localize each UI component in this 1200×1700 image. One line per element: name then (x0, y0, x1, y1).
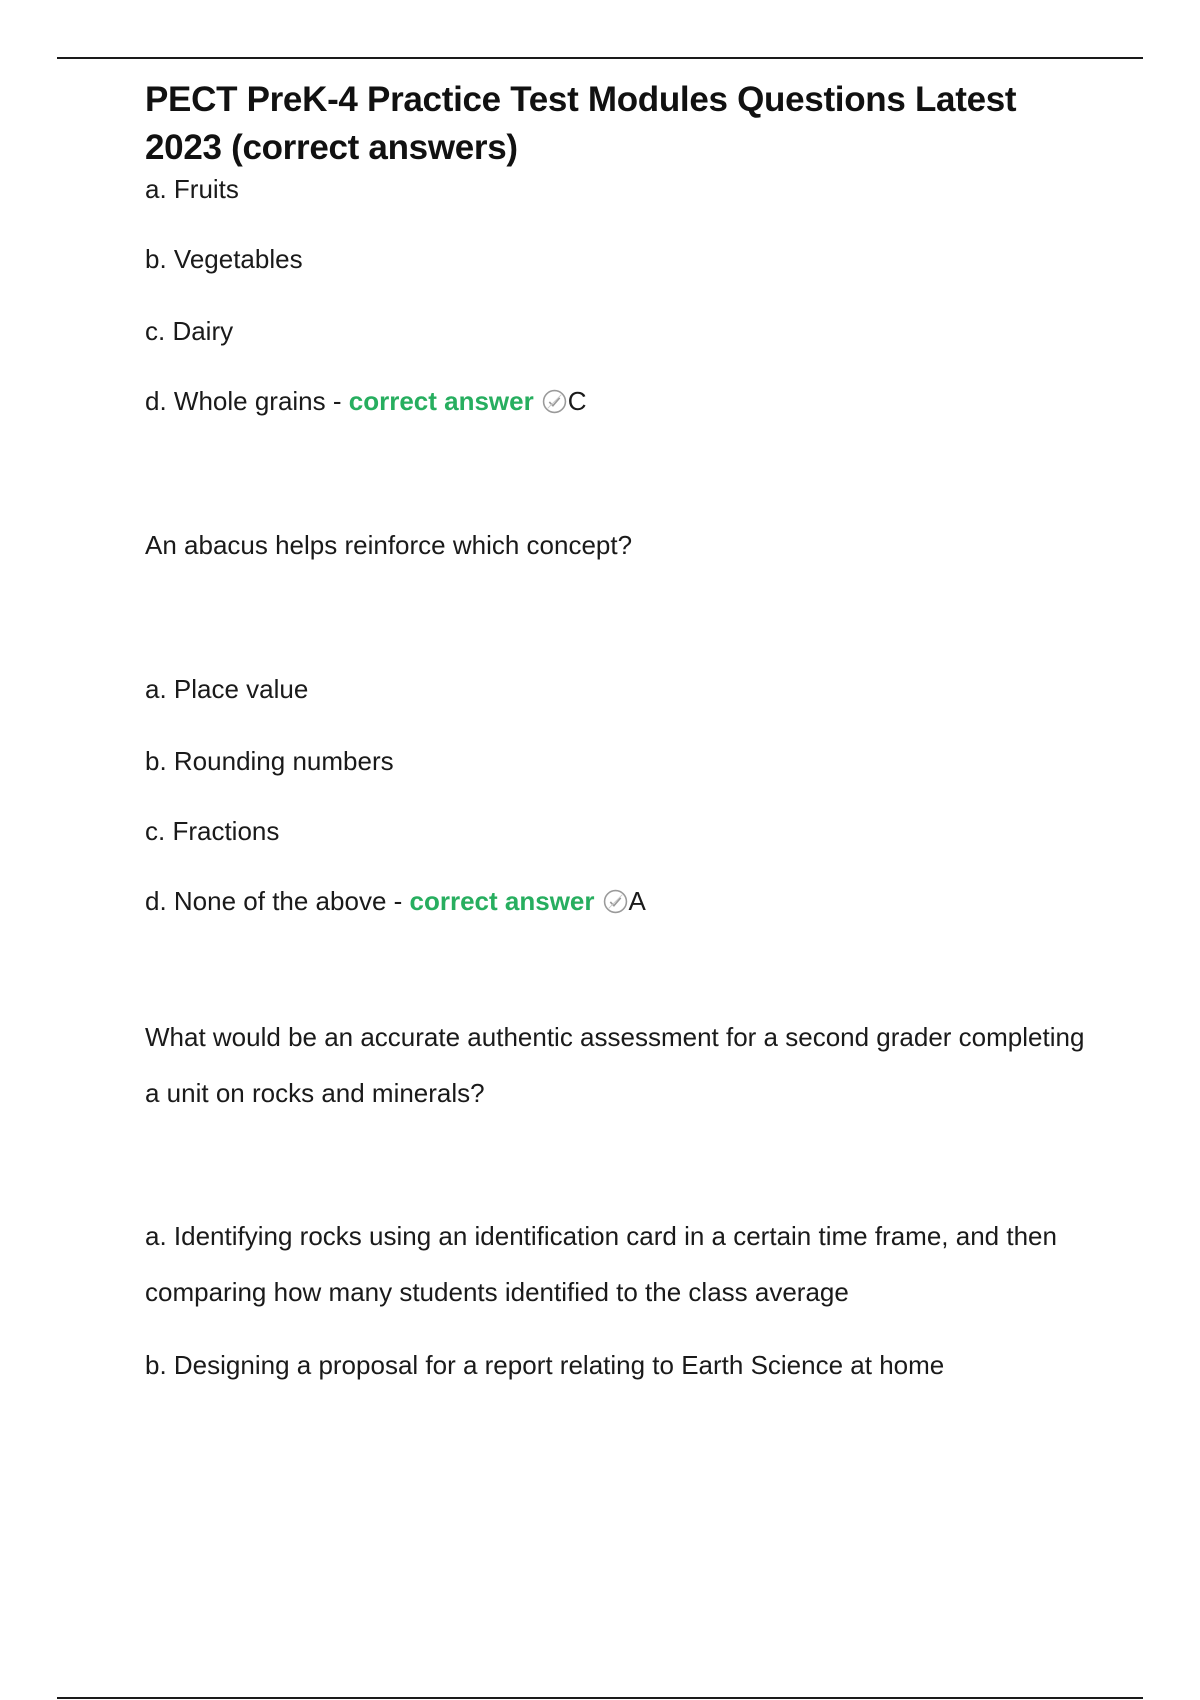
q1-option-a: a. Fruits (145, 174, 239, 204)
answer-letter: C (567, 386, 587, 416)
bottom-divider (57, 1697, 1143, 1699)
q2-option-a: a. Place value (145, 674, 309, 704)
q1-option-b: b. Vegetables (145, 244, 303, 274)
q3-question: What would be an accurate authentic assessment for a second grader completing a unit on rocks and minerals? (145, 1022, 1085, 1108)
q1-option-c: c. Dairy (145, 316, 234, 346)
correct-answer-label: correct answer (348, 386, 534, 416)
q3-option-b: b. Designing a proposal for a report relating to Earth Science at home (145, 1350, 945, 1380)
answer-letter: A (628, 886, 646, 916)
check-circle-icon (542, 389, 567, 414)
q3-option-a: a. Identifying rocks using an identification card in a certain time frame, and then comparing how many students identified to the class average (145, 1221, 1057, 1307)
q1-option-d-text: d. Whole grains - (145, 386, 349, 416)
q2-question: An abacus helps reinforce which concept? (145, 530, 633, 560)
q2-option-c: c. Fractions (145, 816, 280, 846)
document-body (145, 76, 1085, 1382)
q1-option-d (145, 384, 1085, 418)
top-divider (57, 57, 1143, 59)
q2-option-d (145, 884, 1085, 918)
check-circle-icon (603, 889, 628, 914)
q2-option-b: b. Rounding numbers (145, 746, 394, 776)
document-title: PECT PreK-4 Practice Test Modules Questions Latest 2023 (correct answers) (145, 80, 1017, 167)
q2-option-d-text: d. None of the above - (145, 886, 410, 916)
correct-answer-label: correct answer (409, 886, 595, 916)
